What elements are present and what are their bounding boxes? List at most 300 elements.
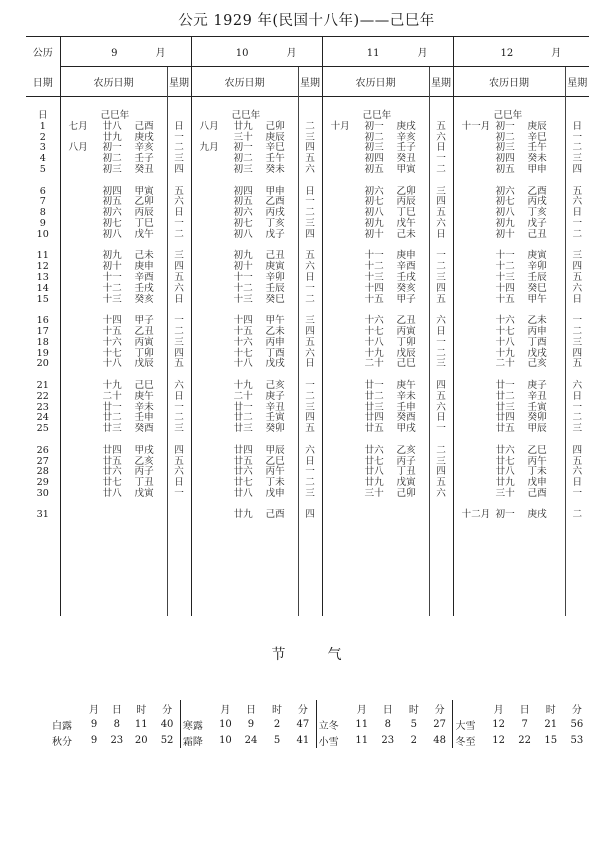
jieqi-col-header: 时 — [272, 704, 283, 716]
lunar-day: 十二 — [495, 261, 515, 273]
ganzhi-day: 庚子 — [527, 379, 547, 391]
lunar-row — [61, 424, 167, 435]
lunar-row — [454, 230, 565, 241]
lunar-day: 初二 — [102, 153, 122, 165]
weekday: 三 — [174, 153, 184, 165]
ganzhi-day: 戊辰 — [134, 358, 154, 370]
lunar-day: 初九 — [233, 250, 253, 262]
lunar-day: 十五 — [495, 293, 515, 305]
jieqi-h: 21 — [544, 718, 558, 730]
ganzhi-day: 癸未 — [265, 163, 285, 175]
lunar-row — [61, 359, 167, 370]
ganzhi-day: 乙卯 — [396, 185, 416, 197]
calendar-table — [26, 36, 589, 616]
weekday: 二 — [436, 444, 446, 456]
ganzhi-day: 戊戌 — [265, 358, 285, 370]
jieqi-mi: 53 — [570, 734, 584, 746]
weekday: 六 — [436, 131, 446, 143]
lunar-day: 初三 — [495, 142, 515, 154]
jieqi-col-header: 分 — [571, 704, 582, 716]
lunar-day: 十四 — [495, 282, 515, 294]
lunar-row — [192, 446, 298, 457]
lunar-day: 廿六 — [233, 466, 253, 478]
lunar-day: 初七 — [102, 217, 122, 229]
weekday: 一 — [174, 131, 184, 143]
lunar-day: 三十 — [495, 487, 515, 499]
weekday: 二 — [305, 293, 315, 305]
lunar-row — [323, 230, 429, 241]
weekday: 四 — [174, 261, 184, 273]
weekday — [430, 510, 453, 521]
lunar-day: 廿三 — [233, 423, 253, 435]
lunar-day: 初六 — [233, 207, 253, 219]
day-number: 22 — [36, 390, 49, 402]
weekday: 一 — [436, 250, 446, 262]
lunar-day: 初四 — [102, 185, 122, 197]
jieqi-col-header: 时 — [408, 704, 419, 716]
lunar-day: 十五 — [102, 325, 122, 337]
weekday — [168, 510, 191, 521]
lunar-day: 十九 — [495, 347, 515, 359]
ganzhi-day: 辛丑 — [265, 401, 285, 413]
ganzhi-day: 乙丑 — [134, 325, 154, 337]
ganzhi-day: 丁巳 — [396, 207, 416, 219]
lunar-day: 十八 — [364, 336, 384, 348]
lunar-day: 初五 — [233, 196, 253, 208]
lunar-row — [454, 446, 565, 457]
ganzhi-day: 庚戌 — [396, 120, 416, 132]
lunar-row — [323, 338, 429, 349]
lunar-row — [454, 359, 565, 370]
weekday: 三 — [305, 315, 315, 327]
weekday: 五 — [174, 185, 184, 197]
weekday: 一 — [572, 131, 583, 143]
lunar-column-12 — [453, 97, 565, 617]
jieqi-d: 8 — [384, 718, 391, 730]
ganzhi-day: 丁卯 — [396, 336, 416, 348]
jieqi-col-header: 分 — [434, 704, 445, 716]
weekday: 六 — [436, 401, 446, 413]
jieqi-name: 霜降 — [180, 732, 213, 748]
ganzhi-day: 乙未 — [527, 315, 547, 327]
lunar-day: 十二 — [233, 282, 253, 294]
weekday: 一 — [436, 336, 446, 348]
weekday: 二 — [305, 120, 315, 132]
weekday: 六 — [305, 347, 315, 359]
lunar-day: 初十 — [233, 261, 253, 273]
lunar-row — [323, 284, 429, 295]
lunar-day: 初四 — [233, 185, 253, 197]
gongli-label: 公历 — [32, 48, 53, 60]
weekday: 四 — [305, 509, 315, 521]
lunar-row — [192, 510, 298, 521]
lunar-day: 廿一 — [233, 401, 253, 413]
ganzhi-day: 庚寅 — [527, 250, 547, 262]
ganzhi-day: 壬辰 — [265, 282, 285, 294]
weekday: 六 — [174, 196, 184, 208]
ganzhi-day: 庚午 — [134, 390, 154, 402]
month-header-9: 9 月 — [60, 37, 191, 67]
lunar-day: 十六 — [102, 336, 122, 348]
lunar-row — [454, 510, 565, 521]
jieqi-name: 小雪 — [316, 732, 349, 748]
jieqi-d: 23 — [110, 734, 124, 746]
lunar-day: 初八 — [495, 207, 515, 219]
lunar-day: 初五 — [364, 163, 384, 175]
weekday: 日 — [572, 207, 583, 219]
lunar-row — [323, 295, 429, 306]
ganzhi-day: 甲戌 — [396, 423, 416, 435]
lunar-row — [192, 392, 298, 403]
ganzhi-day: 癸丑 — [134, 163, 154, 175]
lunar-day: 廿五 — [364, 423, 384, 435]
ganzhi-day: 戊子 — [265, 228, 285, 240]
ganzhi-day: 甲辰 — [265, 444, 285, 456]
lunar-day: 初七 — [495, 196, 515, 208]
ganzhi-day: 辛亥 — [134, 142, 154, 154]
jieqi-name: 秋分 — [52, 736, 72, 748]
ganzhi-day: 辛卯 — [527, 261, 547, 273]
lunar-day: 初三 — [233, 163, 253, 175]
lunar-day: 初四 — [364, 153, 384, 165]
ganzhi-day: 癸卯 — [265, 423, 285, 435]
lunar-row — [61, 165, 167, 176]
jieqi-h: 5 — [273, 734, 281, 746]
ganzhi-day: 乙酉 — [265, 196, 285, 208]
day-number: 18 — [36, 336, 49, 348]
jieqi-m: 12 — [492, 734, 505, 746]
weekday: 三 — [174, 250, 184, 262]
lunar-month: 九月 — [199, 142, 219, 154]
day-number: 25 — [36, 423, 49, 435]
jieqi-col-header: 日 — [111, 704, 122, 716]
lunar-row — [192, 165, 298, 176]
lunar-day: 廿二 — [233, 412, 253, 424]
ganzhi-day: 癸亥 — [134, 293, 154, 305]
weekday: 五 — [174, 271, 184, 283]
ganzhi-day: 丁卯 — [134, 347, 154, 359]
day-number: 23 — [36, 401, 49, 413]
lunar-day: 廿四 — [364, 412, 384, 424]
ganzhi-day: 戊申 — [527, 477, 547, 489]
lunar-day: 廿七 — [495, 455, 515, 467]
day-number: 27 — [36, 455, 49, 467]
jieqi-col-header: 月 — [89, 704, 99, 716]
lunar-day: 十九 — [364, 347, 384, 359]
ganzhi-day: 庚子 — [265, 390, 285, 402]
lunar-day: 十四 — [102, 315, 122, 327]
jieqi-m: 11 — [355, 734, 369, 746]
lunar-day: 廿二 — [102, 412, 122, 424]
lunar-day: 初九 — [102, 250, 122, 262]
month-header-10: 10 月 — [191, 37, 322, 67]
ganzhi-day: 甲寅 — [134, 185, 154, 197]
weekday: 三 — [572, 423, 583, 435]
jieqi-col-header: 月 — [220, 704, 231, 716]
ganzhi-day: 甲辰 — [527, 423, 547, 435]
lunar-day: 初六 — [364, 185, 384, 197]
ganzhi-day: 辛卯 — [265, 271, 285, 283]
nongli-header: 农历日期 — [322, 67, 429, 97]
lunar-day: 廿二 — [495, 390, 515, 402]
jieqi-d: 9 — [247, 718, 255, 730]
lunar-day: 初十 — [364, 228, 384, 240]
day-number: 21 — [36, 379, 49, 391]
jieqi-d: 23 — [381, 734, 395, 746]
lunar-row — [454, 338, 565, 349]
ganzhi-day: 己亥 — [265, 379, 285, 391]
weekday: 三 — [174, 336, 184, 348]
jieqi-h: 15 — [544, 734, 558, 746]
lunar-day: 廿二 — [364, 390, 384, 402]
lunar-day: 初八 — [102, 228, 122, 240]
ganzhi-day: 癸丑 — [396, 153, 416, 165]
ganzhi-day: 己丑 — [265, 250, 285, 262]
xingqi-header: 星期 — [298, 67, 322, 97]
lunar-day: 十八 — [233, 358, 253, 370]
weekday: 四 — [436, 379, 446, 391]
weekday: 二 — [436, 261, 446, 273]
lunar-month: 八月 — [68, 142, 88, 154]
jieqi-d: 7 — [521, 718, 528, 730]
day-number: 9 — [39, 217, 46, 229]
lunar-row — [323, 446, 429, 457]
lunar-day: 十五 — [233, 325, 253, 337]
weekday: 五 — [572, 271, 583, 283]
jieqi-h: 2 — [410, 734, 418, 746]
lunar-day: 十八 — [102, 358, 122, 370]
weekday: 五 — [436, 293, 446, 305]
lunar-day: 十一 — [102, 271, 122, 283]
weekday: 五 — [305, 250, 315, 262]
weekday: 四 — [305, 412, 315, 424]
ganzhi-day: 癸巳 — [527, 282, 547, 294]
day-number: 12 — [36, 261, 49, 273]
weekday: 四 — [174, 347, 184, 359]
lunar-day: 廿三 — [495, 401, 515, 413]
ganzhi-day: 戊寅 — [396, 477, 416, 489]
weekday: 四 — [174, 163, 184, 175]
weekday: 一 — [572, 487, 583, 499]
ganzhi-day: 壬戌 — [134, 282, 154, 294]
lunar-day: 三十 — [233, 131, 253, 143]
ganzhi-day: 丁丑 — [134, 477, 154, 489]
weekday: 三 — [436, 185, 446, 197]
weekday: 一 — [305, 379, 315, 391]
day-number: 2 — [39, 131, 46, 143]
ganzhi-day: 己卯 — [396, 487, 416, 499]
day-number: 24 — [36, 412, 49, 424]
jieqi-m: 9 — [90, 734, 98, 746]
day-number: 16 — [36, 315, 49, 327]
lunar-day: 廿五 — [233, 455, 253, 467]
weekday: 三 — [305, 487, 315, 499]
weekday: 五 — [436, 207, 446, 219]
weekday: 一 — [305, 196, 315, 208]
ganzhi-day: 癸酉 — [396, 412, 416, 424]
ri-label: 日 — [37, 110, 48, 121]
lunar-day: 二十 — [102, 390, 122, 402]
weekday: 二 — [436, 347, 446, 359]
lunar-day: 十三 — [495, 271, 515, 283]
weekday: 二 — [174, 325, 184, 337]
weekday-column-11 — [429, 97, 453, 617]
lunar-row — [454, 165, 565, 176]
ganzhi-day: 壬午 — [265, 153, 285, 165]
lunar-day: 十七 — [233, 347, 253, 359]
jieqi-mi: 56 — [570, 718, 584, 730]
lunar-column-10 — [191, 97, 298, 617]
ganzhi-day: 己未 — [134, 250, 154, 262]
ganzhi-day: 丙辰 — [396, 196, 416, 208]
weekday: 三 — [572, 336, 583, 348]
lunar-row — [192, 424, 298, 435]
ganzhi-day: 甲申 — [527, 163, 547, 175]
lunar-row — [61, 295, 167, 306]
day-number: 17 — [36, 325, 49, 337]
ganzhi-year-label: 己巳年 — [493, 110, 523, 121]
jieqi-d: 24 — [244, 734, 258, 746]
weekday: 五 — [305, 153, 315, 165]
xingqi-header: 星期 — [167, 67, 191, 97]
ganzhi-day: 壬午 — [527, 142, 547, 154]
ganzhi-day: 庚戌 — [134, 131, 154, 143]
lunar-day: 初十 — [102, 261, 122, 273]
lunar-row — [454, 392, 565, 403]
ganzhi-day: 甲申 — [265, 185, 285, 197]
ganzhi-day: 癸卯 — [527, 412, 547, 424]
ganzhi-day: 庚辰 — [527, 120, 547, 132]
lunar-day: 廿三 — [364, 401, 384, 413]
lunar-day: 十四 — [233, 315, 253, 327]
jieqi-name: 白露 — [52, 720, 72, 732]
jieqi-name: 冬至 — [453, 732, 486, 748]
lunar-day: 初一 — [364, 120, 384, 132]
ganzhi-day: 丁亥 — [265, 217, 285, 229]
lunar-row — [192, 359, 298, 370]
day-number: 8 — [39, 207, 46, 219]
day-number: 6 — [39, 185, 46, 197]
weekday: 五 — [174, 455, 184, 467]
ganzhi-day: 壬寅 — [265, 412, 285, 424]
weekday: 五 — [174, 358, 184, 370]
lunar-day: 十三 — [364, 271, 384, 283]
weekday: 一 — [174, 487, 184, 499]
lunar-day: 十五 — [364, 293, 384, 305]
weekday: 三 — [305, 131, 315, 143]
ganzhi-day: 戊申 — [265, 487, 285, 499]
weekday: 日 — [436, 325, 446, 337]
weekday: 一 — [572, 401, 583, 413]
day-number: 30 — [36, 487, 49, 499]
lunar-day: 初三 — [364, 142, 384, 154]
lunar-row — [323, 359, 429, 370]
lunar-day: 初五 — [495, 163, 515, 175]
ganzhi-day: 庚申 — [396, 250, 416, 262]
day-number: 31 — [36, 509, 49, 521]
lunar-row — [454, 284, 565, 295]
weekday: 一 — [572, 217, 583, 229]
lunar-day: 廿四 — [102, 444, 122, 456]
lunar-row — [61, 122, 167, 133]
weekday: 日 — [174, 390, 184, 402]
lunar-day: 初八 — [364, 207, 384, 219]
ganzhi-day: 丙辰 — [134, 207, 154, 219]
lunar-day: 廿九 — [102, 131, 122, 143]
weekday: 二 — [572, 412, 583, 424]
lunar-day: 十二 — [102, 282, 122, 294]
ganzhi-day: 丙寅 — [134, 336, 154, 348]
weekday: 日 — [572, 293, 583, 305]
jieqi-m: 10 — [219, 734, 232, 746]
ganzhi-day: 丁亥 — [527, 207, 547, 219]
weekday: 三 — [305, 401, 315, 413]
weekday: 五 — [436, 120, 446, 132]
weekday: 日 — [305, 455, 315, 467]
weekday: 二 — [436, 163, 446, 175]
ganzhi-day: 乙巳 — [527, 444, 547, 456]
ganzhi-day: 丙午 — [527, 455, 547, 467]
page-title: 公元 1929 年(民国十八年)——己巳年 — [178, 13, 435, 29]
lunar-row — [323, 392, 429, 403]
weekday: 三 — [572, 153, 583, 165]
ganzhi-day: 乙亥 — [396, 444, 416, 456]
ganzhi-day: 辛酉 — [396, 261, 416, 273]
lunar-day: 廿八 — [495, 466, 515, 478]
ganzhi-day: 己酉 — [527, 487, 547, 499]
ganzhi-day: 戊辰 — [396, 347, 416, 359]
lunar-day: 廿六 — [364, 444, 384, 456]
lunar-row — [454, 489, 565, 500]
lunar-column-9 — [60, 97, 167, 617]
ganzhi-day: 庚辰 — [265, 131, 285, 143]
lunar-row — [323, 489, 429, 500]
xingqi-header: 星期 — [429, 67, 453, 97]
lunar-day: 十三 — [102, 293, 122, 305]
jieqi-h: 20 — [134, 734, 148, 746]
weekday: 五 — [572, 455, 583, 467]
lunar-day: 十七 — [102, 347, 122, 359]
lunar-row — [323, 510, 429, 521]
lunar-day: 廿七 — [364, 455, 384, 467]
weekday: 一 — [174, 401, 184, 413]
lunar-day: 二十 — [495, 358, 515, 370]
lunar-row — [61, 392, 167, 403]
lunar-row — [323, 122, 429, 133]
weekday: 日 — [174, 477, 184, 489]
weekday: 四 — [305, 142, 315, 154]
weekday: 四 — [305, 228, 315, 240]
day-number: 15 — [36, 293, 49, 305]
lunar-row — [61, 230, 167, 241]
lunar-row — [61, 510, 167, 521]
lunar-day: 初六 — [495, 185, 515, 197]
weekday: 六 — [436, 217, 446, 229]
weekday: 五 — [572, 358, 583, 370]
jieqi-col-header: 分 — [162, 704, 173, 716]
ganzhi-day: 壬辰 — [527, 271, 547, 283]
lunar-day: 廿六 — [102, 466, 122, 478]
weekday: 五 — [305, 336, 315, 348]
weekday: 二 — [572, 142, 583, 154]
ganzhi-day: 庚申 — [134, 261, 154, 273]
ganzhi-day: 戊午 — [396, 217, 416, 229]
lunar-day: 十四 — [364, 282, 384, 294]
ganzhi-day: 己丑 — [527, 228, 547, 240]
day-number: 11 — [36, 250, 49, 262]
weekday: 二 — [305, 207, 315, 219]
lunar-row — [192, 122, 298, 133]
